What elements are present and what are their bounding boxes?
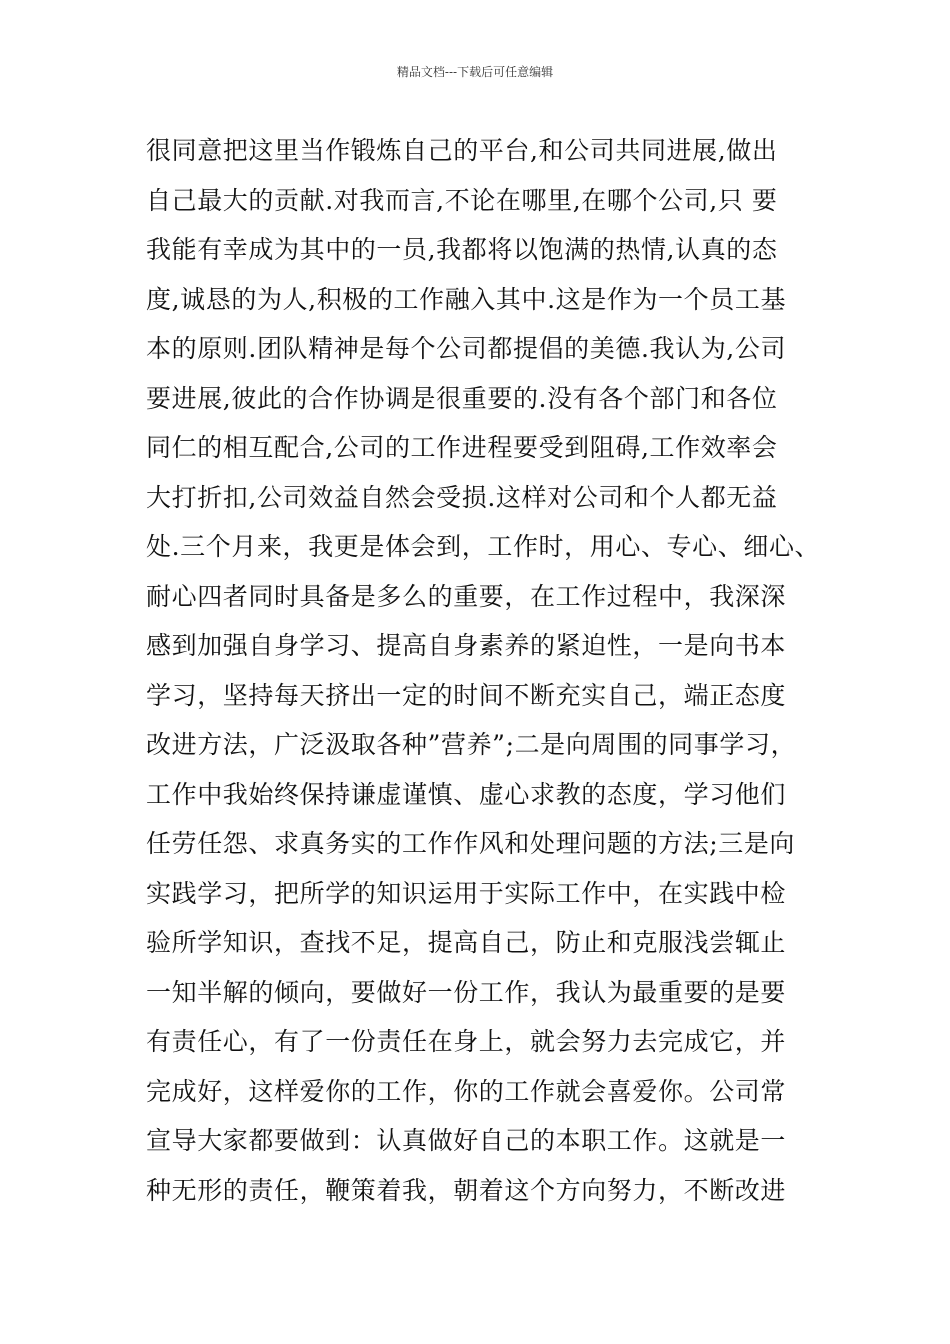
text-line: 改进方法，广泛汲取各种”营养”;二是向周围的同事学习， — [146, 730, 797, 759]
text-line: 验所学知识，查找不足，提高自己，防止和克服浅尝辄止 — [146, 928, 787, 957]
text-line: 处.三个月来，我更是体会到，工作时，用心、专心、细心、 — [146, 532, 821, 561]
text-line: 工作中我始终保持谦虚谨慎、虚心求教的态度，学习他们 — [146, 779, 787, 809]
text-line: 同仁的相互配合,公司的工作进程要受到阻碍,工作效率会 — [146, 433, 778, 462]
text-line: 很同意把这里当作锻炼自己的平台,和公司共同进展,做出 — [146, 136, 778, 165]
text-line: 学习，坚持每天挤出一定的时间不断充实自己，端正态度 — [146, 680, 787, 710]
text-line: 感到加强自身学习、提高自身素养的紧迫性，一是向书本 — [146, 631, 787, 660]
text-line: 本的原则.团队精神是每个公司都提倡的美德.我认为,公司 — [146, 334, 787, 363]
body-text — [146, 126, 826, 1215]
text-line: 实践学习，把所学的知识运用于实际工作中，在实践中检 — [146, 878, 787, 908]
text-line: 我能有幸成为其中的一员,我都将以饱满的热情,认真的态 — [146, 235, 778, 264]
text-line: 种无形的责任，鞭策着我，朝着这个方向努力，不断改进 — [146, 1175, 787, 1205]
text-line: 大打折扣,公司效益自然会受损.这样对公司和个人都无益 — [146, 482, 778, 512]
text-line: 完成好，这样爱你的工作，你的工作就会喜爱你。公司常 — [146, 1076, 787, 1106]
text-line: 自己最大的贡献.对我而言,不论在哪里,在哪个公司,只 要 — [146, 185, 778, 215]
text-line: 要进展,彼此的合作协调是很重要的.没有各个部门和各位 — [146, 383, 778, 413]
text-line: 耐心四者同时具备是多么的重要，在工作过程中，我深深 — [146, 581, 787, 611]
page-header: 精品文档---下载后可任意编辑 — [396, 65, 554, 79]
text-line: 任劳任怨、求真务实的工作作风和处理问题的方法;三是向 — [146, 829, 796, 858]
text-line: 度,诚恳的为人,积极的工作融入其中.这是作为一个员工基 — [146, 284, 787, 314]
text-line: 一知半解的倾向，要做好一份工作，我认为最重要的是要 — [146, 977, 787, 1007]
text-line: 宣导大家都要做到：认真做好自己的本职工作。这就是一 — [146, 1126, 787, 1155]
text-line: 有责任心，有了一份责任在身上，就会努力去完成它，并 — [146, 1027, 787, 1056]
